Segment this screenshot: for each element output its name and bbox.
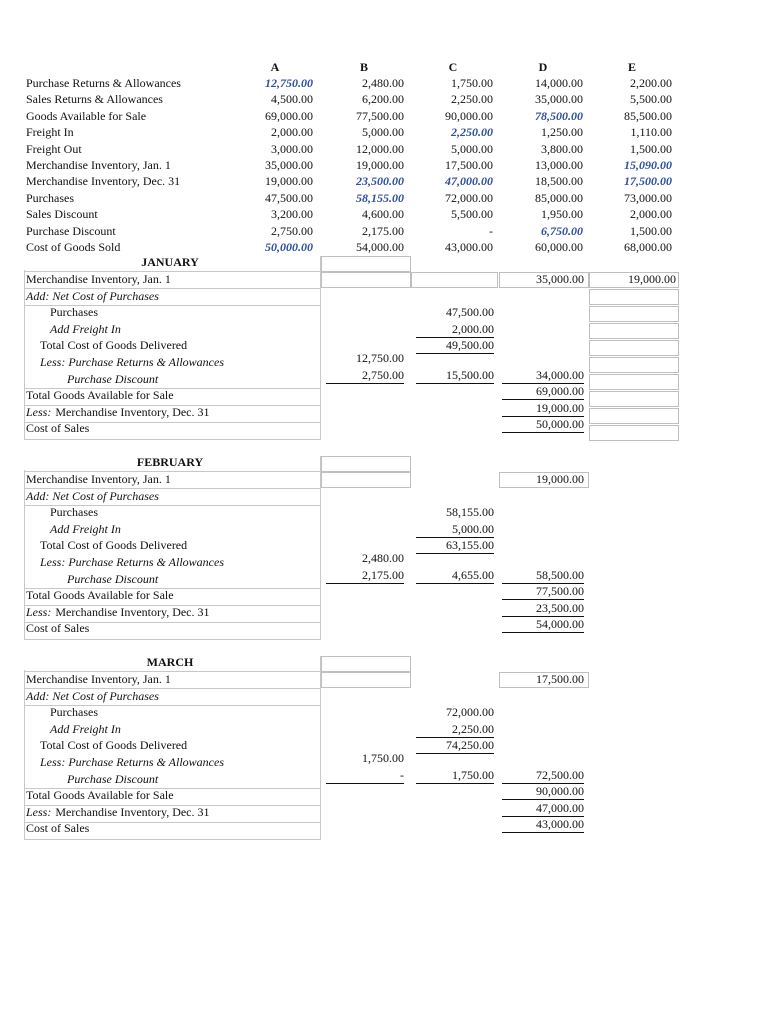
february-net-purchases-value: 58,500.00: [536, 567, 584, 582]
grid-line: [24, 439, 320, 440]
data-cell: 5,500.00: [630, 92, 672, 107]
data-cell: 77,500.00: [356, 108, 404, 123]
data-cell: 18,500.00: [535, 174, 583, 189]
march-label-purchases: Purchases: [50, 705, 98, 720]
january-grid-cell: [589, 289, 679, 305]
march-label-less-returns: Less: Purchase Returns & Allowances: [40, 755, 224, 769]
row-label: Cost of Goods Sold: [26, 240, 121, 254]
january-label-cost-of-sales: Cost of Sales: [26, 421, 90, 436]
data-cell: 12,750.00: [265, 76, 313, 90]
data-cell: 3,000.00: [271, 141, 313, 156]
january-label-add-freight: Add Freight In: [50, 321, 121, 336]
january-grid-cell: [589, 391, 679, 407]
inv-dec-text: Merchandise Inventory, Dec. 31: [55, 404, 210, 419]
underline: [416, 583, 494, 584]
january-grid-cell: [589, 306, 679, 322]
data-cell: 85,500.00: [624, 108, 672, 123]
february-label-add-freight: Add Freight In: [50, 521, 121, 536]
data-cell: 1,250.00: [541, 125, 583, 140]
column-header: D: [538, 60, 548, 74]
data-cell: 14,000.00: [535, 76, 583, 90]
data-cell: 3,800.00: [541, 141, 583, 156]
february-label-purchase-discount: Purchase Discount: [67, 571, 159, 586]
january-entry-cell: [321, 272, 411, 288]
underline: [416, 753, 494, 754]
row-label: Purchases: [26, 190, 74, 205]
january-grid-cell: [589, 340, 679, 356]
row-label: Freight Out: [26, 141, 82, 156]
underline: [326, 783, 404, 784]
january-purchases-value: 47,500.00: [446, 305, 494, 320]
data-cell: 47,000.00: [445, 174, 493, 189]
january-label-purchases: Purchases: [50, 305, 98, 320]
data-cell: 47,500.00: [265, 190, 313, 205]
underline: [326, 583, 404, 584]
january-inv-jan-value: 35,000.00: [536, 272, 584, 286]
february-total-delivered-value: 63,155.00: [446, 538, 494, 553]
march-label-total-available: Total Goods Available for Sale: [26, 788, 174, 803]
data-cell: 69,000.00: [265, 108, 313, 123]
february-label-total-delivered: Total Cost of Goods Delivered: [40, 538, 188, 553]
less-word: Less:: [26, 804, 52, 819]
data-cell: 58,155.00: [356, 190, 404, 205]
march-net-purchases-value: 72,500.00: [536, 767, 584, 782]
row-label: Purchase Discount: [26, 223, 116, 238]
row-label: Freight In: [26, 125, 74, 140]
january-label-less-returns: Less: Purchase Returns & Allowances: [40, 355, 224, 369]
february-deductions-value: 4,655.00: [452, 567, 494, 582]
march-label-total-delivered: Total Cost of Goods Delivered: [40, 738, 188, 753]
data-cell: 2,000.00: [271, 125, 313, 140]
grid-line: [24, 470, 25, 640]
february-entry-cell: [321, 472, 411, 488]
data-cell: 6,750.00: [541, 223, 583, 238]
january-grid-cell: [589, 357, 679, 373]
data-cell: 85,000.00: [535, 190, 583, 205]
data-cell: 19,000.00: [265, 174, 313, 189]
underline: [502, 832, 584, 833]
february-discount-value: 2,175.00: [362, 567, 404, 582]
data-cell: 1,950.00: [541, 207, 583, 222]
data-cell: 35,000.00: [535, 92, 583, 107]
january-freight-in-value: 2,000.00: [452, 321, 494, 336]
data-cell: 1,750.00: [451, 76, 493, 90]
january-goods-available-value: 69,000.00: [536, 384, 584, 399]
march-goods-available-value: 90,000.00: [536, 784, 584, 799]
underline: [416, 353, 494, 354]
march-discount-value: -: [400, 767, 404, 782]
data-cell: 2,175.00: [362, 223, 404, 238]
inv-dec-text: Merchandise Inventory, Dec. 31: [55, 604, 210, 619]
data-cell: 3,200.00: [271, 207, 313, 222]
data-cell: 50,000.00: [265, 240, 313, 254]
data-cell: 72,000.00: [445, 190, 493, 205]
less-word: Less:: [26, 404, 52, 419]
january-cost-of-sales-value: 50,000.00: [536, 417, 584, 432]
january-label-purchase-discount: Purchase Discount: [67, 371, 159, 386]
february-cost-of-sales-value: 54,000.00: [536, 617, 584, 632]
data-cell: 12,000.00: [356, 141, 404, 156]
january-total-delivered-value: 49,500.00: [446, 338, 494, 353]
march-deductions-value: 1,750.00: [452, 767, 494, 782]
february-purchases-value: 58,155.00: [446, 505, 494, 520]
data-cell: 17,500.00: [624, 174, 672, 189]
february-label-inv-jan: Merchandise Inventory, Jan. 1: [26, 472, 171, 486]
january-label-inv-dec: [26, 405, 210, 419]
underline: [416, 553, 494, 554]
february-label-add-net: Add: Net Cost of Purchases: [26, 488, 159, 503]
january-returns-value: 12,750.00: [356, 351, 404, 365]
underline: [502, 432, 584, 433]
february-label-purchases: Purchases: [50, 505, 98, 520]
data-cell: 13,000.00: [535, 158, 583, 172]
row-label: Merchandise Inventory, Jan. 1: [26, 158, 171, 172]
january-label-inv-jan: Merchandise Inventory, Jan. 1: [26, 272, 171, 286]
row-label: Sales Discount: [26, 207, 98, 222]
underline: [416, 383, 494, 384]
grid-line: [24, 270, 25, 440]
data-cell: 2,750.00: [271, 223, 313, 238]
data-cell: 15,090.00: [624, 158, 672, 172]
row-label: Goods Available for Sale: [26, 108, 147, 123]
january-title: JANUARY: [141, 255, 199, 269]
february-label-inv-dec: [26, 605, 210, 619]
february-freight-in-value: 5,000.00: [452, 521, 494, 536]
march-cost-of-sales-value: 43,000.00: [536, 817, 584, 832]
data-cell: 54,000.00: [356, 240, 404, 254]
march-purchases-value: 72,000.00: [446, 705, 494, 720]
less-word: Less:: [26, 604, 52, 619]
january-discount-value: 2,750.00: [362, 367, 404, 382]
march-label-add-freight: Add Freight In: [50, 721, 121, 736]
march-total-delivered-value: 74,250.00: [446, 738, 494, 753]
february-label-less-returns: Less: Purchase Returns & Allowances: [40, 555, 224, 569]
data-cell: -: [489, 223, 493, 238]
row-label: Merchandise Inventory, Dec. 31: [26, 174, 181, 189]
march-label-purchase-discount: Purchase Discount: [67, 771, 159, 786]
january-inv-dec-value: 19,000.00: [536, 400, 584, 415]
underline: [502, 632, 584, 633]
january-inv-jan-extra-value: 19,000.00: [628, 272, 676, 286]
data-cell: 23,500.00: [356, 174, 404, 189]
underline: [416, 783, 494, 784]
february-inv-dec-value: 23,500.00: [536, 600, 584, 615]
data-cell: 43,000.00: [445, 240, 493, 254]
column-header: A: [270, 60, 280, 74]
inv-dec-text: Merchandise Inventory, Dec. 31: [55, 804, 210, 819]
january-grid-cell: [589, 323, 679, 339]
march-inv-dec-value: 47,000.00: [536, 800, 584, 815]
january-deductions-value: 15,500.00: [446, 367, 494, 382]
february-title: FEBRUARY: [136, 455, 204, 469]
february-returns-value: 2,480.00: [362, 551, 404, 565]
march-entry-cell: [321, 672, 411, 688]
grid-line: [24, 670, 25, 840]
february-title-cell: [321, 456, 411, 472]
data-cell: 4,500.00: [271, 92, 313, 107]
data-cell: 1,500.00: [630, 223, 672, 238]
row-label: Sales Returns & Allowances: [26, 92, 163, 107]
march-inv-jan-value: 17,500.00: [536, 672, 584, 686]
data-cell: 2,200.00: [630, 76, 672, 90]
data-cell: 5,000.00: [451, 141, 493, 156]
grid-line: [24, 639, 320, 640]
january-title-cell: [321, 256, 411, 272]
january-entry-cell: [411, 272, 498, 288]
march-title-cell: [321, 656, 411, 672]
data-cell: 90,000.00: [445, 108, 493, 123]
february-label-cost-of-sales: Cost of Sales: [26, 621, 90, 636]
row-label: Purchase Returns & Allowances: [26, 76, 181, 90]
column-header: C: [448, 60, 458, 74]
data-cell: 60,000.00: [535, 240, 583, 254]
january-grid-cell: [589, 374, 679, 390]
data-cell: 2,250.00: [451, 92, 493, 107]
column-header: E: [627, 60, 636, 74]
data-cell: 68,000.00: [624, 240, 672, 254]
grid-line: [24, 839, 320, 840]
january-grid-cell: [589, 425, 679, 441]
data-cell: 2,000.00: [630, 207, 672, 222]
data-cell: 6,200.00: [362, 92, 404, 107]
march-returns-value: 1,750.00: [362, 751, 404, 765]
february-inv-jan-value: 19,000.00: [536, 472, 584, 486]
january-grid-cell: [589, 408, 679, 424]
march-label-inv-jan: Merchandise Inventory, Jan. 1: [26, 672, 171, 686]
data-cell: 1,500.00: [630, 141, 672, 156]
march-label-inv-dec: [26, 805, 210, 819]
january-label-total-delivered: Total Cost of Goods Delivered: [40, 338, 188, 353]
january-label-add-net: Add: Net Cost of Purchases: [26, 288, 159, 303]
data-cell: 1,110.00: [630, 125, 672, 140]
data-cell: 78,500.00: [535, 108, 583, 123]
march-label-cost-of-sales: Cost of Sales: [26, 821, 90, 836]
march-label-add-net: Add: Net Cost of Purchases: [26, 688, 159, 703]
data-cell: 2,250.00: [451, 125, 493, 140]
march-freight-in-value: 2,250.00: [452, 721, 494, 736]
data-cell: 4,600.00: [362, 207, 404, 222]
data-cell: 35,000.00: [265, 158, 313, 172]
data-cell: 5,500.00: [451, 207, 493, 222]
underline: [326, 383, 404, 384]
data-cell: 19,000.00: [356, 158, 404, 172]
january-label-total-available: Total Goods Available for Sale: [26, 388, 174, 403]
february-goods-available-value: 77,500.00: [536, 584, 584, 599]
data-cell: 5,000.00: [362, 125, 404, 140]
february-label-total-available: Total Goods Available for Sale: [26, 588, 174, 603]
data-cell: 17,500.00: [445, 158, 493, 172]
data-cell: 73,000.00: [624, 190, 672, 205]
column-header: B: [359, 60, 368, 74]
january-net-purchases-value: 34,000.00: [536, 367, 584, 382]
data-cell: 2,480.00: [362, 76, 404, 90]
march-title: MARCH: [146, 655, 194, 669]
